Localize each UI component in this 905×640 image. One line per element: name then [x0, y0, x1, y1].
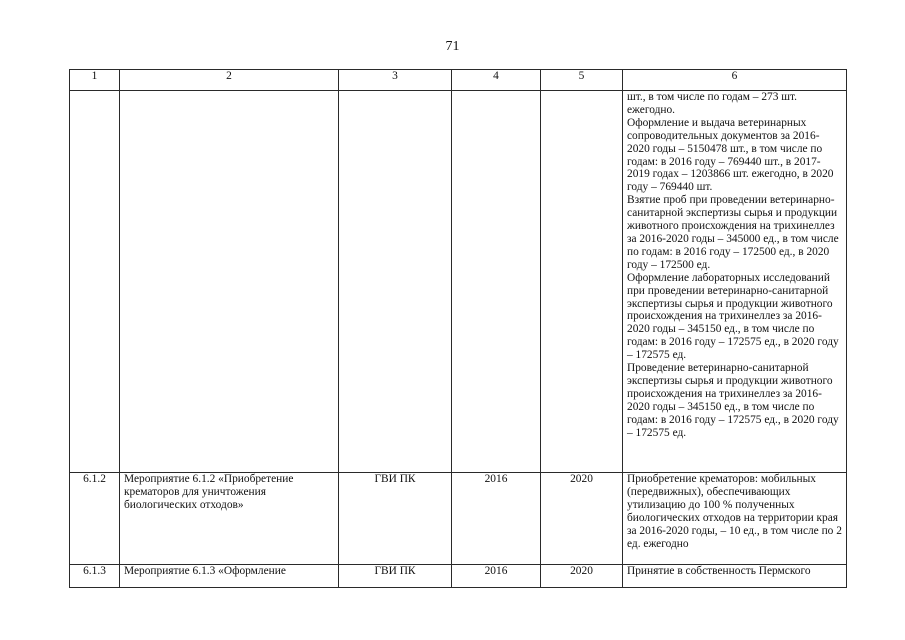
result-paragraph: шт., в том числе по годам – 273 шт. ежегодно.: [627, 91, 798, 116]
result-paragraph: Взятие проб при проведении ветеринарно-санитарной экспертизы сырья и продукции животного происхождения на трихинеллез за 2016-2020 годы – 345000 ед., в том числе по годам: в 2016 году – 172500 ед., в 2020 году – 172500 ед.: [627, 194, 839, 271]
activity-number: 6.1.2: [70, 473, 120, 565]
cell-empty: [541, 91, 623, 473]
activity-executor: ГВИ ПК: [339, 565, 452, 588]
activity-start-year: 2016: [452, 473, 541, 565]
activity-end-year: 2020: [541, 565, 623, 588]
activity-end-year: 2020: [541, 473, 623, 565]
activity-start-year: 2016: [452, 565, 541, 588]
column-header-6: 6: [623, 70, 847, 91]
cell-empty: [70, 91, 120, 473]
column-header-2: 2: [120, 70, 339, 91]
activity-result: Принятие в собственность Пермского: [623, 565, 847, 588]
cell-empty: [120, 91, 339, 473]
program-activities-table: [69, 69, 847, 588]
table-row-continuation: [70, 91, 847, 473]
column-header-5: 5: [541, 70, 623, 91]
column-header-3: 3: [339, 70, 452, 91]
table-header-row: [70, 70, 847, 91]
result-paragraph: Оформление и выдача ветеринарных сопроводительных документов за 2016-2020 годы – 5150478 шт., в том числе по годам: в 2016 году – 769440 шт., в 2017-2019 годах – 1203866 шт. ежегодно, в 2020 году – 769440 шт.: [627, 116, 834, 194]
cell-empty: [339, 91, 452, 473]
activity-number: 6.1.3: [70, 565, 120, 588]
activity-name: Мероприятие 6.1.2 «Приобретение крематоров для уничтожения биологических отходов»: [120, 473, 339, 565]
table-row: [70, 473, 847, 565]
column-header-4: 4: [452, 70, 541, 91]
activity-executor: ГВИ ПК: [339, 473, 452, 565]
result-paragraph: Проведение ветеринарно-санитарной экспертизы сырья и продукции животного происхождения на трихинеллез за 2016-2020 годы – 345150 ед., в том числе по годам: в 2016 году – 172575 ед., в 2020 году – 172575 ед.: [627, 362, 839, 439]
result-cell-continuation: [623, 91, 847, 473]
page-number: 71: [445, 39, 460, 54]
column-header-1: 1: [70, 70, 120, 91]
table-row: [70, 565, 847, 588]
activity-result: Приобретение крематоров: мобильных (передвижных), обеспечивающих утилизацию до 100 % полученных биологических отходов на территории края за 2016-2020 годы, – 10 ед., в том числе по 2 ед. ежегодно: [623, 473, 847, 565]
activity-name: Мероприятие 6.1.3 «Оформление: [120, 565, 339, 588]
result-paragraph: Оформление лабораторных исследований при проведении ветеринарно-санитарной экспертизы сырья и продукции животного происхождения на трихинеллез за 2016-2020 годы – 345150 ед., в том числе по годам: в 2016 году – 172575 ед., в 2020 году – 172575 ед.: [627, 271, 839, 362]
cell-empty: [452, 91, 541, 473]
